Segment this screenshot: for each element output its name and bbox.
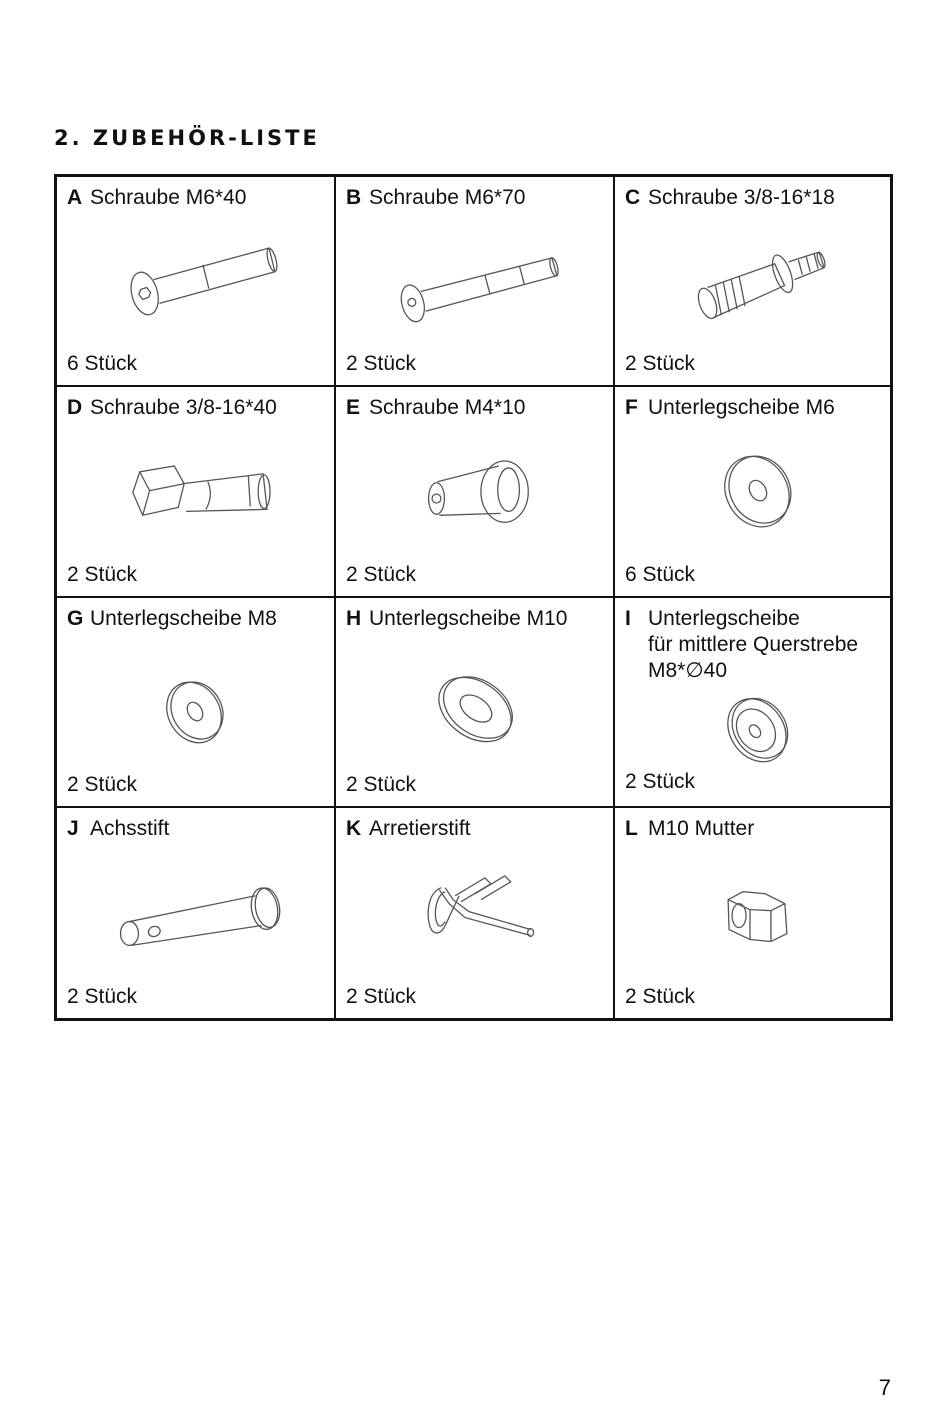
part-name: Unterlegscheibe für mittlere Querstrebe M8*∅40 bbox=[648, 606, 859, 682]
part-letter: G bbox=[67, 606, 84, 630]
part-letter: C bbox=[625, 186, 641, 209]
part-quantity: 6 Stück bbox=[67, 352, 138, 376]
part-quantity: 2 Stück bbox=[67, 562, 138, 586]
part-letter: D bbox=[67, 396, 83, 420]
part-quantity: 2 Stück bbox=[346, 772, 417, 796]
part-quantity: 2 Stück bbox=[625, 352, 696, 376]
part-cell-l bbox=[615, 808, 890, 1018]
part-letter: J bbox=[67, 816, 79, 840]
page-number: 7 bbox=[878, 1375, 891, 1400]
part-cell-d bbox=[57, 387, 336, 597]
part-cell-e bbox=[336, 387, 615, 597]
part-name: Achsstift bbox=[90, 816, 170, 840]
part-quantity: 6 Stück bbox=[625, 562, 696, 586]
part-letter: I bbox=[625, 606, 631, 630]
part-quantity: 2 Stück bbox=[346, 985, 417, 1008]
part-quantity: 2 Stück bbox=[625, 769, 696, 793]
part-name: Schraube 3/8-16*18 bbox=[648, 186, 835, 209]
part-name: Unterlegscheibe M8 bbox=[90, 606, 277, 630]
part-cell-a bbox=[57, 177, 336, 387]
part-cell-j bbox=[57, 808, 336, 1018]
part-letter: A bbox=[67, 186, 83, 209]
part-name: Schraube 3/8-16*40 bbox=[90, 396, 277, 420]
part-letter: K bbox=[346, 816, 362, 840]
part-cell-h bbox=[336, 598, 615, 808]
part-quantity: 2 Stück bbox=[67, 772, 138, 796]
part-cell-c bbox=[615, 177, 890, 387]
section-title: 2. ZUBEHÖR-LISTE bbox=[54, 126, 320, 150]
part-name: Arretierstift bbox=[369, 816, 471, 840]
part-letter: L bbox=[625, 816, 638, 840]
part-quantity: 2 Stück bbox=[346, 562, 417, 586]
part-name: Schraube M6*70 bbox=[369, 186, 526, 209]
part-letter: B bbox=[346, 186, 362, 209]
parts-table bbox=[54, 174, 893, 1021]
part-name: M10 Mutter bbox=[648, 816, 755, 840]
part-letter: H bbox=[346, 606, 362, 630]
part-quantity: 2 Stück bbox=[67, 985, 138, 1008]
part-cell-i bbox=[615, 598, 890, 808]
part-cell-f bbox=[615, 387, 890, 597]
part-quantity: 2 Stück bbox=[346, 352, 417, 376]
part-cell-b bbox=[336, 177, 615, 387]
part-letter: F bbox=[625, 396, 638, 420]
part-name: Unterlegscheibe M6 bbox=[648, 396, 835, 420]
part-cell-k bbox=[336, 808, 615, 1018]
part-name: Schraube M6*40 bbox=[90, 186, 247, 209]
part-letter: E bbox=[346, 396, 361, 420]
part-cell-g bbox=[57, 598, 336, 808]
part-name: Schraube M4*10 bbox=[369, 396, 526, 420]
part-quantity: 2 Stück bbox=[625, 985, 696, 1008]
part-name: Unterlegscheibe M10 bbox=[369, 606, 568, 630]
